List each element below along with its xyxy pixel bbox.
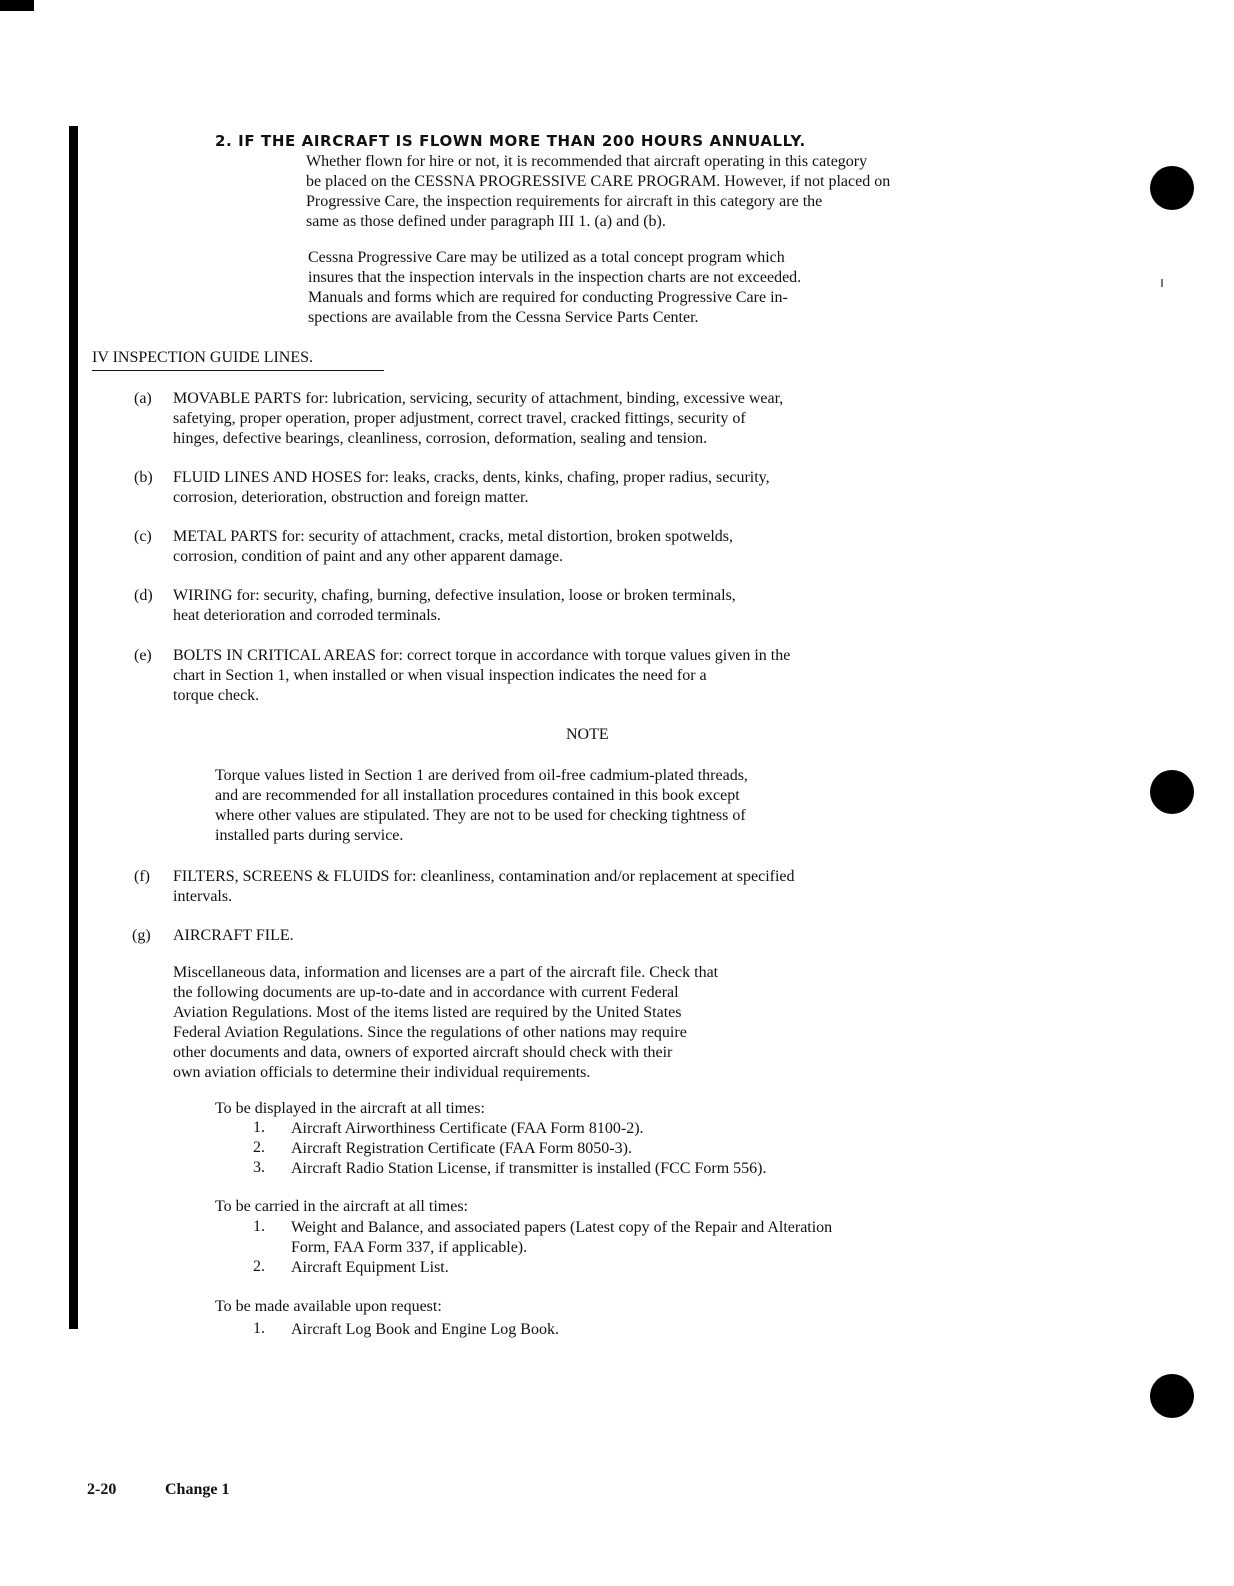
item-letter-f: (f) xyxy=(134,868,150,885)
text-line: torque check. xyxy=(173,687,260,704)
item-letter-c: (c) xyxy=(134,528,152,545)
text-line: heat deterioration and corroded terminals. xyxy=(173,607,441,624)
text-line: own aviation officials to determine their individual requirements. xyxy=(173,1064,591,1081)
list-number: 2. xyxy=(253,1258,265,1275)
list-number: 1. xyxy=(253,1320,265,1337)
item-b-text xyxy=(173,468,770,508)
list-item-text: Aircraft Log Book and Engine Log Book. xyxy=(291,1321,559,1338)
item-letter-e: (e) xyxy=(134,647,152,664)
item-d-text xyxy=(173,586,736,626)
list-item-text: Aircraft Registration Certificate (FAA Form 8050-3). xyxy=(291,1140,632,1157)
text-line: MOVABLE PARTS for: lubrication, servicing, security of attachment, binding, excessive wear, xyxy=(173,390,784,407)
item-letter-a: (a) xyxy=(134,390,152,407)
text-line: FLUID LINES AND HOSES for: leaks, cracks, dents, kinks, chafing, proper radius, security, xyxy=(173,469,770,486)
text-line: safetying, proper operation, proper adjustment, correct travel, cracked fittings, security of xyxy=(173,410,746,427)
text-line: WIRING for: security, chafing, burning, defective insulation, loose or broken terminals, xyxy=(173,587,736,604)
text-line: corrosion, deterioration, obstruction and foreign matter. xyxy=(173,489,529,506)
item-letter-d: (d) xyxy=(134,587,153,604)
text-line: Whether flown for hire or not, it is recommended that aircraft operating in this category xyxy=(306,153,868,170)
text-line: Manuals and forms which are required for conducting Progressive Care in- xyxy=(308,289,788,306)
item-c-text xyxy=(173,527,733,567)
text-line: Federal Aviation Regulations. Since the regulations of other nations may require xyxy=(173,1024,687,1041)
list-number: 2. xyxy=(253,1139,265,1156)
punch-hole-bottom xyxy=(1150,1374,1194,1418)
text-line: installed parts during service. xyxy=(215,827,404,844)
aircraft-file-paragraph xyxy=(173,963,718,1083)
item-letter-g: (g) xyxy=(132,927,151,944)
text-line: Form, FAA Form 337, if applicable). xyxy=(291,1239,528,1256)
change-label: Change 1 xyxy=(165,1481,230,1498)
carried-list-intro: To be carried in the aircraft at all times: xyxy=(215,1198,468,1215)
item-g-text xyxy=(173,926,294,946)
text-line: BOLTS IN CRITICAL AREAS for: correct torque in accordance with torque values given in the xyxy=(173,647,791,664)
section-2-heading: 2. IF THE AIRCRAFT IS FLOWN MORE THAN 200 HOURS ANNUALLY. xyxy=(215,132,806,150)
list-number: 1. xyxy=(253,1119,265,1136)
item-e-text xyxy=(173,646,790,706)
text-line: Torque values listed in Section 1 are derived from oil-free cadmium-plated threads, xyxy=(215,767,748,784)
item-a-text xyxy=(173,389,783,449)
text-line: where other values are stipulated. They are not to be used for checking tightness of xyxy=(215,807,746,824)
text-line: AIRCRAFT FILE. xyxy=(173,927,294,944)
section-2-paragraph-2 xyxy=(308,248,801,328)
text-line: hinges, defective bearings, cleanliness, corrosion, deformation, sealing and tension. xyxy=(173,430,708,447)
text-line: insures that the inspection intervals in the inspection charts are not exceeded. xyxy=(308,269,802,286)
text-line: FILTERS, SCREENS & FLUIDS for: cleanliness, contamination and/or replacement at specified xyxy=(173,868,795,885)
section-4-heading: IV INSPECTION GUIDE LINES. xyxy=(92,349,384,371)
text-line: and are recommended for all installation procedures contained in this book except xyxy=(215,787,740,804)
text-line: Cessna Progressive Care may be utilized as a total concept program which xyxy=(308,249,785,266)
list-item-text: Aircraft Radio Station License, if transmitter is installed (FCC Form 556). xyxy=(291,1160,767,1177)
list-number: 3. xyxy=(253,1159,265,1176)
text-line: the following documents are up-to-date and in accordance with current Federal xyxy=(173,984,679,1001)
text-line: chart in Section 1, when installed or when visual inspection indicates the need for a xyxy=(173,667,707,684)
text-line: Progressive Care, the inspection requirements for aircraft in this category are the xyxy=(306,193,823,210)
text-line: corrosion, condition of paint and any other apparent damage. xyxy=(173,548,564,565)
punch-hole-top xyxy=(1150,166,1194,210)
note-text xyxy=(215,766,748,846)
page-number: 2-20 xyxy=(87,1481,117,1498)
text-line: Weight and Balance, and associated papers (Latest copy of the Repair and Alteration xyxy=(291,1219,833,1236)
text-line: intervals. xyxy=(173,888,233,905)
punch-hole-middle xyxy=(1150,770,1194,814)
available-list-intro: To be made available upon request: xyxy=(215,1298,442,1315)
text-line: Aviation Regulations. Most of the items listed are required by the United States xyxy=(173,1004,682,1021)
list-item-text xyxy=(291,1218,832,1258)
item-f-text xyxy=(173,867,795,907)
text-line: METAL PARTS for: security of attachment, cracks, metal distortion, broken spotwelds, xyxy=(173,528,734,545)
text-line: spections are available from the Cessna Service Parts Center. xyxy=(308,309,699,326)
list-number: 1. xyxy=(253,1218,265,1235)
section-2-paragraph-1 xyxy=(306,152,890,232)
text-line: same as those defined under paragraph III 1. (a) and (b). xyxy=(306,213,666,230)
list-item-text: Aircraft Equipment List. xyxy=(291,1259,449,1276)
scan-speck xyxy=(1161,279,1163,287)
item-letter-b: (b) xyxy=(134,469,153,486)
displayed-list-intro: To be displayed in the aircraft at all times: xyxy=(215,1100,485,1117)
note-label: NOTE xyxy=(566,726,609,743)
scan-corner-mark xyxy=(0,0,34,11)
list-item-text: Aircraft Airworthiness Certificate (FAA Form 8100-2). xyxy=(291,1120,644,1137)
text-line: be placed on the CESSNA PROGRESSIVE CARE PROGRAM. However, if not placed on xyxy=(306,173,891,190)
text-line: Miscellaneous data, information and licenses are a part of the aircraft file. Check that xyxy=(173,964,719,981)
revision-bar xyxy=(69,126,78,1329)
text-line: other documents and data, owners of exported aircraft should check with their xyxy=(173,1044,673,1061)
